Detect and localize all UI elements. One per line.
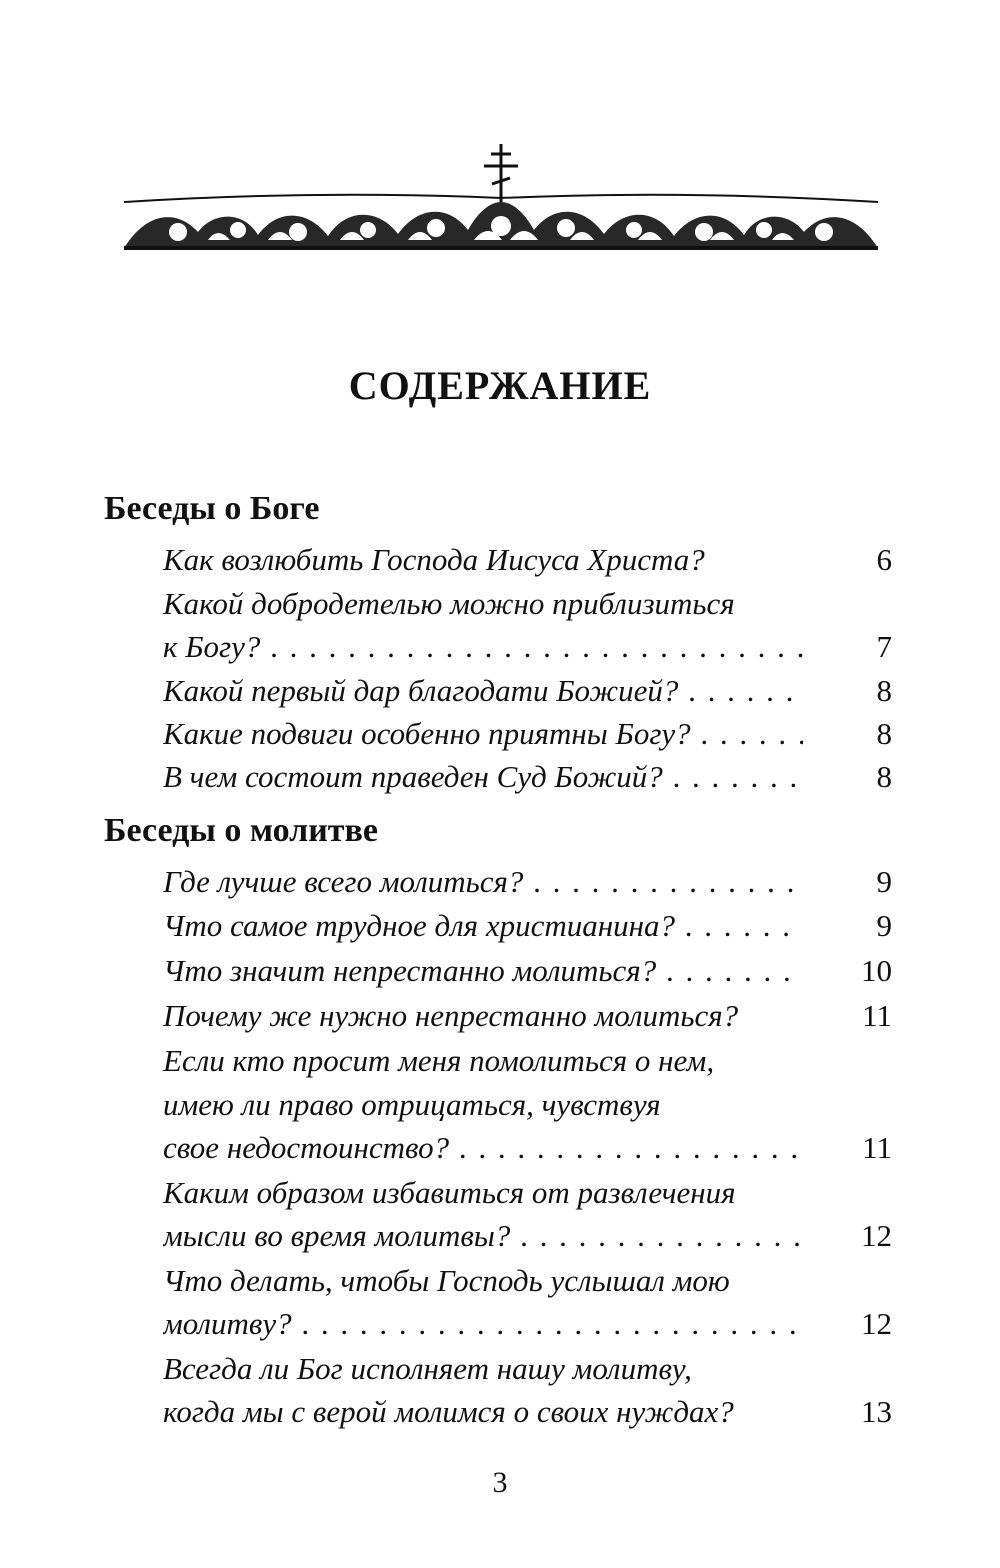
- toc-page-number: 8: [876, 716, 892, 751]
- toc-entry-line: В чем состоит праведен Суд Божий? . . .: [163, 757, 803, 797]
- toc-entry-line: мысли во время молитвы? . . .: [163, 1216, 803, 1256]
- toc-page-number: 9: [876, 908, 892, 943]
- toc-heading: СОДЕРЖАНИЕ: [348, 363, 652, 408]
- toc-entry-line: к Богу? . . .: [163, 627, 803, 667]
- toc-entry-line: Что значит непрестанно молиться? . . .: [163, 951, 803, 991]
- toc-page-number: 8: [876, 759, 892, 794]
- toc-entry-line: Какой добродетелью можно приблизиться: [163, 586, 735, 621]
- toc-page-number: 9: [876, 864, 892, 899]
- toc-entry-line: молитву? . . .: [163, 1304, 803, 1344]
- toc-entry-line: Всегда ли Бог исполняет нашу молитву,: [163, 1351, 692, 1386]
- toc-page-number: 8: [876, 673, 892, 708]
- toc-entry-line: Какие подвиги особенно приятны Богу? . . .: [163, 714, 803, 754]
- toc-entry-line: Почему же нужно непрестанно молиться?: [163, 998, 739, 1033]
- page-number: 3: [492, 1466, 508, 1499]
- toc-entry-line: когда мы с верой молимся о своих нуждах?: [163, 1394, 734, 1429]
- toc-entry-line: Какой первый дар благодати Божией? . . .: [163, 671, 803, 711]
- toc-entry-line: Каким образом избавиться от развлечения: [163, 1175, 736, 1210]
- toc-entry-line: Если кто просит меня помолиться о нем,: [163, 1043, 715, 1078]
- toc-page-number: 11: [862, 998, 892, 1033]
- toc-page-number: 7: [876, 629, 892, 664]
- toc-entry-line: Как возлюбить Господа Иисуса Христа?: [163, 542, 705, 577]
- toc-page-number: 12: [861, 1218, 892, 1253]
- toc-page-number: 10: [861, 953, 892, 988]
- toc-entry-line: свое недостоинство? . . .: [163, 1128, 803, 1168]
- ornamental-headpiece-icon: [118, 140, 884, 260]
- section-title: Беседы о молитве: [104, 812, 378, 849]
- toc-entry-line: Что самое трудное для христианина? . . .: [163, 906, 803, 946]
- toc-entry-line: Что делать, чтобы Господь услышал мою: [163, 1263, 730, 1298]
- toc-entry-line: Где лучше всего молиться? . . .: [163, 862, 803, 902]
- toc-entry-line: имею ли право отрицаться, чувствуя: [163, 1087, 661, 1122]
- toc-page-number: 6: [876, 542, 892, 577]
- toc-page-number: 13: [861, 1394, 892, 1429]
- section-title: Беседы о Боге: [104, 490, 320, 527]
- toc-page-number: 11: [862, 1130, 892, 1165]
- toc-page-number: 12: [861, 1306, 892, 1341]
